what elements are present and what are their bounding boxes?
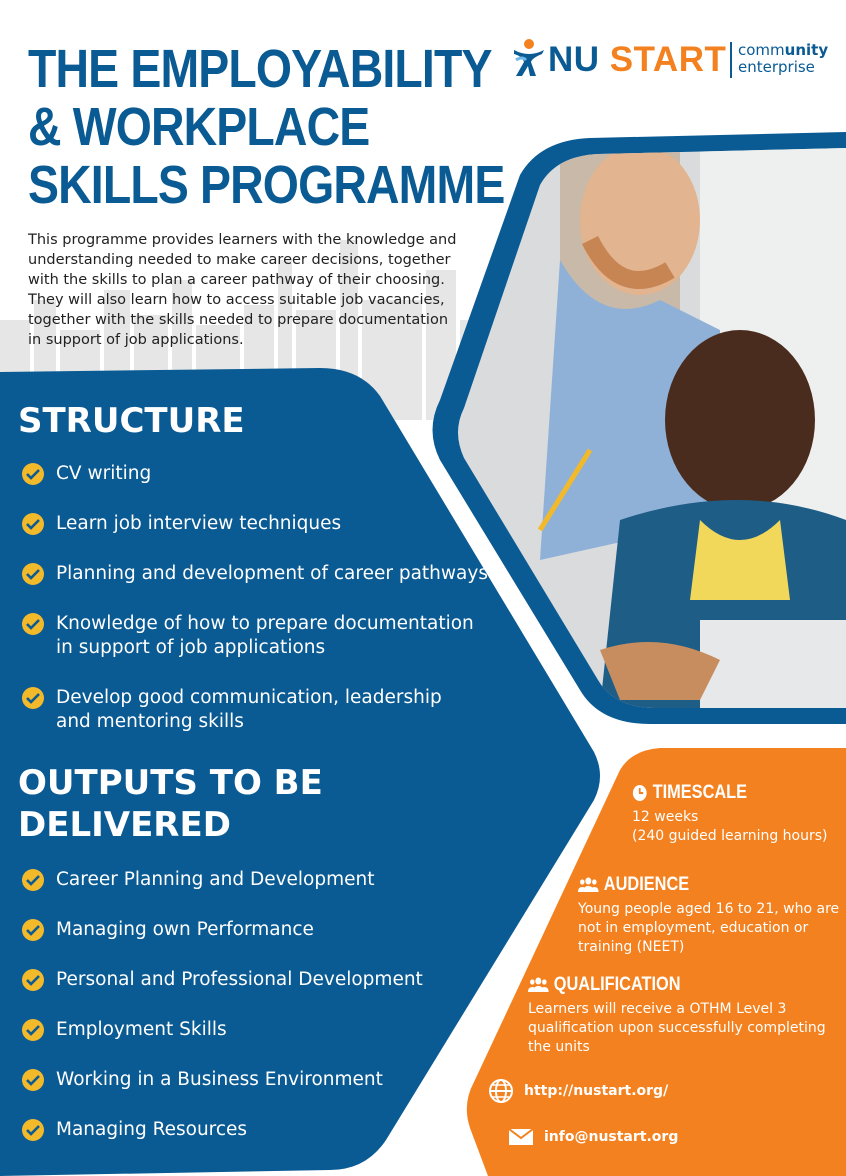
structure-item-text: Knowledge of how to prepare documentation in support of job applications (56, 613, 474, 658)
outputs-heading: OUTPUTS TO BE DELIVERED (18, 763, 323, 845)
check-icon (22, 1119, 44, 1141)
check-icon (22, 969, 44, 991)
logo-sub-comm: comm (738, 41, 785, 59)
structure-item-text: CV writing (56, 463, 152, 484)
timescale-text-line-1: 12 weeks (632, 809, 699, 825)
group-icon (528, 976, 549, 994)
check-icon (22, 687, 44, 709)
logo-brand-start: START (599, 40, 727, 79)
title-line-2: & WORKPLACE (28, 97, 370, 157)
structure-item-text: Develop good communication, leadership and mentoring skills (56, 687, 442, 732)
structure-item-text: Learn job interview techniques (56, 513, 342, 534)
clock-icon (632, 784, 647, 802)
qualification-heading-text: QUALIFICATION (553, 974, 681, 995)
outputs-item-text: Managing own Performance (56, 919, 314, 940)
outputs-item-text: Working in a Business Environment (56, 1069, 383, 1090)
audience-heading (578, 874, 803, 896)
check-icon (22, 463, 44, 485)
qualification-block (528, 974, 838, 1057)
email-link[interactable]: info@nustart.org (544, 1129, 679, 1145)
structure-item (22, 612, 476, 660)
outputs-item-text: Career Planning and Development (56, 869, 375, 890)
check-icon (22, 563, 44, 585)
outputs-item (22, 918, 423, 942)
qualification-text: Learners will receive a OTHM Level 3 qualification upon successfully completing the units (528, 1001, 826, 1055)
audience-block (578, 874, 840, 957)
outputs-item-text: Managing Resources (56, 1119, 248, 1140)
structure-item (22, 512, 488, 536)
logo-sub-unity: unity (784, 41, 829, 59)
check-icon (22, 1069, 44, 1091)
check-icon (22, 869, 44, 891)
audience-heading-text: AUDIENCE (603, 874, 690, 895)
website-link[interactable]: http://nustart.org/ (524, 1083, 669, 1099)
email-contact[interactable] (508, 1128, 678, 1146)
title-line-1: THE EMPLOYABILITY (28, 39, 492, 99)
outputs-item-text: Personal and Professional Development (56, 969, 423, 990)
check-icon (22, 1019, 44, 1041)
timescale-heading (632, 782, 808, 804)
timescale-text (632, 808, 837, 846)
logo-sub-enterprise: enterprise (738, 58, 815, 76)
outputs-item (22, 1068, 423, 1092)
mail-icon (508, 1128, 534, 1146)
structure-list (22, 462, 488, 760)
check-icon (22, 613, 44, 635)
check-icon (22, 919, 44, 941)
structure-item (22, 562, 488, 586)
audience-text: Young people aged 16 to 21, who are not in employment, education or training (NEET) (578, 901, 840, 955)
timescale-block (632, 782, 837, 846)
outputs-list (22, 868, 423, 1168)
outputs-item (22, 1118, 423, 1142)
outputs-item (22, 1018, 423, 1042)
outputs-item-text: Employment Skills (56, 1019, 227, 1040)
structure-item (22, 686, 456, 734)
timescale-text-line-2: (240 guided learning hours) (632, 828, 828, 844)
intro-paragraph: This programme provides learners with the knowledge and understanding needed to make career decisions, together with the skills to plan a career pathway of their choosing. They will also learn how to access suitable job vacancies, together with the skills needed to prepare documentation in support of job applications. (28, 232, 457, 348)
outputs-item (22, 868, 423, 892)
structure-heading: STRUCTURE (18, 401, 245, 441)
title-line-3: SKILLS PROGRAMME (28, 155, 505, 215)
website-contact[interactable] (488, 1078, 668, 1104)
qualification-heading (528, 974, 795, 996)
group-icon (578, 876, 599, 894)
structure-item-text: Planning and development of career pathways (56, 563, 488, 584)
logo-brand-nu: NU (548, 40, 600, 79)
globe-icon (488, 1078, 514, 1104)
structure-item (22, 462, 488, 486)
check-icon (22, 513, 44, 535)
timescale-heading-text: TIMESCALE (652, 782, 748, 803)
outputs-item (22, 968, 423, 992)
